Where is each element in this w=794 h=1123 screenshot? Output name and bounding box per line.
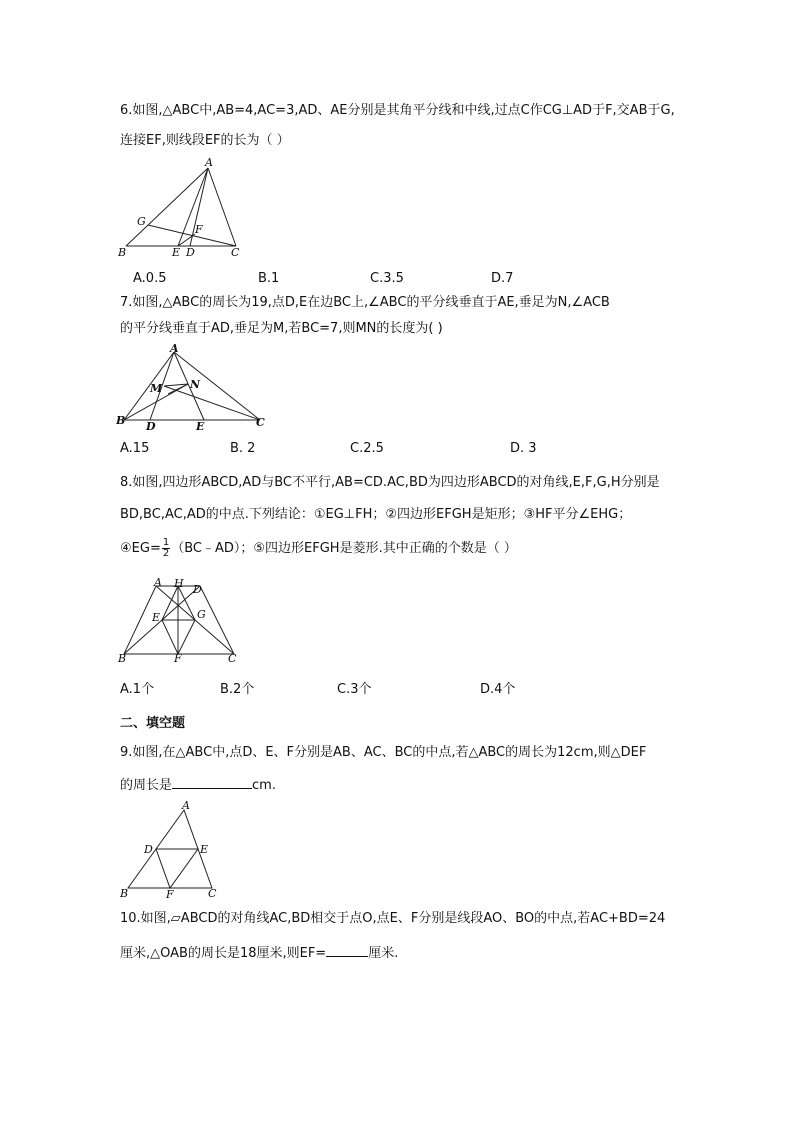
q6-option-b[interactable]: B.1: [258, 271, 280, 286]
q8-label-b: B: [118, 652, 127, 665]
q6-label-f: F: [195, 223, 203, 236]
q7-figure: [116, 342, 268, 432]
q9-line2-suffix: cm.: [252, 778, 276, 793]
q9-label-a: A: [182, 800, 190, 812]
q9-label-d: D: [144, 843, 153, 856]
q8-text-line1: 8.如图,四边形ABCD,AD与BC不平行,AB=CD.AC,BD为四边形ABCD的对角线,E,F,G,H分别是: [120, 475, 660, 490]
q6-option-c[interactable]: C.3.5: [370, 271, 404, 286]
q7-option-c[interactable]: C.2.5: [350, 441, 384, 456]
q8-label-a: A: [154, 576, 162, 589]
q6-text-line1: 6.如图,△ABC中,AB=4,AC=3,AD、AE分别是其角平分线和中线,过点C作CG⊥AD于F,交AB于G,: [120, 103, 675, 118]
q7-label-e: E: [196, 420, 205, 432]
q8-label-d: D: [193, 583, 202, 596]
q8-line3-suffix: （BC﹣AD）；⑤四边形EFGH是菱形.其中正确的个数是（ ）: [171, 541, 517, 556]
q8-option-d[interactable]: D.4个: [480, 682, 516, 697]
q6-label-a: A: [205, 158, 213, 169]
q7-option-d[interactable]: D. 3: [510, 441, 537, 456]
q8-line3-prefix: ④EG=: [120, 541, 161, 556]
q8-option-a[interactable]: A.1个: [120, 682, 155, 697]
q6-label-e: E: [172, 246, 181, 259]
q6-option-d[interactable]: D.7: [491, 271, 514, 286]
q10-answer-blank[interactable]: [326, 942, 368, 957]
q7-label-m: M: [150, 382, 163, 395]
q8-label-c: C: [228, 652, 237, 665]
q8-label-h: H: [174, 577, 184, 590]
q10-text-line2: [120, 942, 398, 963]
q8-label-e: E: [152, 611, 161, 624]
q7-label-a: A: [170, 342, 179, 355]
q6-figure: [118, 158, 244, 262]
q7-label-n: N: [190, 378, 201, 391]
q10-line2-prefix: 厘米,△OAB的周长是18厘米,则EF=: [120, 946, 327, 961]
q7-option-a[interactable]: A.15: [120, 441, 150, 456]
section-title: 二、填空题: [120, 716, 186, 731]
q6-label-c: C: [231, 246, 240, 259]
q9-figure: [116, 800, 222, 900]
q9-label-f: F: [166, 888, 174, 900]
q8-fraction: $\frac{1}{2}$: [162, 537, 170, 559]
q6-label-g: G: [137, 215, 146, 228]
q8-text-line2: BD,BC,AC,AD的中点.下列结论：①EG⊥FH；②四边形EFGH是矩形；③HF平分∠EHG；: [120, 507, 632, 522]
q7-option-b[interactable]: B. 2: [230, 441, 256, 456]
q8-label-g: G: [197, 608, 206, 621]
q6-text-line2: 连接EF,则线段EF的长为（ ）: [120, 133, 290, 148]
q7-label-d: D: [146, 420, 156, 432]
q7-label-c: C: [256, 416, 265, 429]
q6-option-a[interactable]: A.0.5: [133, 271, 167, 286]
q9-line2-prefix: 的周长是: [120, 778, 173, 793]
q7-text-line1: 7.如图,△ABC的周长为19,点D,E在边BC上,∠ABC的平分线垂直于AE,垂足为N,∠ACB: [120, 295, 610, 310]
q7-text-line2: 的平分线垂直于AD,垂足为M,若BC=7,则MN的长度为( ): [120, 321, 443, 336]
q10-line2-suffix: 厘米.: [368, 946, 399, 961]
q10-text-line1: 10.如图,▱ABCD的对角线AC,BD相交于点O,点E、F分别是线段AO、BO的中点,若AC+BD=24: [120, 911, 666, 926]
q9-text-line2: [120, 774, 276, 795]
q6-label-d: D: [186, 246, 195, 259]
q8-label-f: F: [174, 652, 182, 665]
q6-label-b: B: [118, 246, 127, 259]
q8-option-c[interactable]: C.3个: [337, 682, 372, 697]
q9-label-c: C: [208, 887, 217, 900]
q8-figure: [116, 576, 240, 666]
q9-answer-blank[interactable]: [172, 774, 252, 789]
q9-label-e: E: [200, 843, 209, 856]
q7-label-b: B: [116, 414, 126, 427]
q8-text-line3: [120, 538, 517, 559]
q9-text-line1: 9.如图,在△ABC中,点D、E、F分别是AB、AC、BC的中点,若△ABC的周长为12cm,则△DEF: [120, 745, 647, 760]
q8-option-b[interactable]: B.2个: [220, 682, 255, 697]
q9-label-b: B: [120, 887, 129, 900]
